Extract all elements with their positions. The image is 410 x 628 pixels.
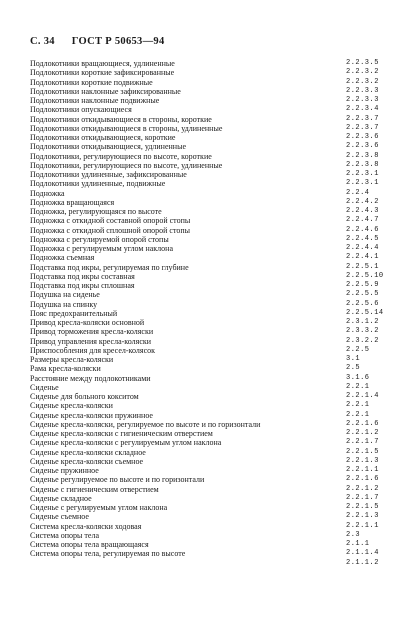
index-term: Система опоры тела, регулируемая по высоте (30, 549, 186, 559)
index-row (30, 512, 380, 521)
index-row (30, 170, 380, 179)
index-term: Привод торможения кресла-коляски (30, 327, 154, 337)
index-row (30, 503, 380, 512)
index-row (30, 429, 380, 438)
index-row (30, 152, 380, 161)
index-ref: 2.2.1 (346, 382, 370, 391)
index-ref: 2.2.1.1 (346, 466, 379, 474)
index-ref: 2.5 (346, 364, 361, 373)
index-ref: 2.2.4.5 (346, 234, 379, 243)
index-term: Подлокотники откидывающиеся, короткие (30, 133, 176, 142)
index-row (30, 290, 380, 299)
index-row (30, 308, 384, 318)
index-row (30, 244, 380, 253)
index-row (30, 271, 384, 281)
index-row (30, 522, 380, 531)
index-row (30, 540, 380, 549)
index-row (30, 559, 380, 568)
index-ref: 2.2.3.1 (346, 179, 379, 188)
index-term: Сиденье пружинное (30, 466, 99, 475)
index-term: Подлокотники, регулирующиеся по высоте, удлиненные (30, 160, 223, 170)
index-ref: 2.2.1.6 (346, 419, 379, 428)
index-row (30, 475, 380, 484)
index-row (30, 549, 380, 558)
index-row (30, 318, 380, 327)
index-term: Подлокотники откидывающиеся в стороны, удлиненные (30, 123, 223, 133)
index-row (30, 531, 380, 540)
index-ref: 2.2.3.1 (346, 170, 379, 178)
index-ref: 2.2.3.7 (346, 114, 379, 123)
index-ref: 2.2.3.3 (346, 96, 379, 104)
index-row (30, 438, 380, 447)
index-row (30, 300, 380, 309)
index-ref: 2.2.3.8 (346, 151, 379, 160)
index-ref: 2.2.5.14 (346, 308, 384, 317)
index-term: Сиденье кресла-коляски, регулируемое по высоте и по горизонтали (30, 419, 261, 429)
index-row (30, 105, 380, 114)
index-row (30, 494, 380, 503)
index-row (30, 392, 380, 401)
index-term: Привод кресла-коляски основной (30, 318, 145, 327)
index-ref: 2.2.5.10 (346, 271, 384, 280)
index-ref: 2.2.5.5 (346, 290, 379, 299)
index-ref: 2.2.4.1 (346, 253, 379, 262)
index-ref: 2.2.3.8 (346, 160, 379, 169)
index-row (30, 198, 380, 207)
index-ref: 2.2.1.2 (346, 429, 379, 437)
index-ref: 2.2.1.5 (346, 447, 379, 456)
index-ref: 3.1 (346, 355, 361, 363)
index-term: Сиденье кресла-коляски пружинное (30, 410, 153, 420)
index-ref: 2.2.3.2 (346, 68, 379, 77)
index-term: Подлокотники наклонные подвижные (30, 96, 160, 105)
index-row (30, 235, 380, 244)
index-term: Сиденье съемное (30, 512, 89, 522)
index-row (30, 142, 380, 151)
index-term: Подножка съемная (30, 253, 95, 263)
index-term: Подножка (30, 188, 65, 198)
index-row (30, 355, 380, 364)
index-ref: 2.1.1.4 (346, 549, 379, 558)
index-row (30, 87, 380, 96)
index-row (30, 374, 380, 383)
term-index (30, 59, 384, 568)
index-ref: 2.3.3.2 (346, 327, 379, 336)
index-ref: 2.2.3.5 (346, 59, 379, 67)
index-ref: 2.2.1.3 (346, 512, 379, 521)
index-ref: 2.2.4.3 (346, 207, 379, 215)
index-term: Сиденье с регулируемым углом наклона (30, 503, 168, 512)
index-ref: 2.2.1.4 (346, 392, 379, 400)
index-ref: 2.2.5.1 (346, 262, 379, 271)
index-term: Сиденье для больного кокситом (30, 392, 139, 401)
index-term: Подлокотники удлиненные, зафиксированные (30, 170, 187, 179)
index-ref: 2.2.4.7 (346, 216, 379, 225)
index-row (30, 253, 380, 262)
index-row (30, 346, 380, 355)
index-ref: 2.2.3.6 (346, 142, 379, 151)
index-ref: 2.2.1.1 (346, 521, 379, 530)
index-ref: 2.1.1 (346, 540, 370, 548)
index-term: Сиденье кресла-коляски складное (30, 447, 146, 457)
index-ref: 2.2.1.5 (346, 503, 379, 511)
index-ref: 2.2.4 (346, 188, 370, 197)
index-row (30, 179, 380, 188)
index-ref: 2.2.1.7 (346, 438, 379, 447)
index-term: Привод управления кресла-коляски (30, 336, 152, 346)
index-term: Сиденье регулируемое по высоте и по горизонтали (30, 475, 205, 485)
index-term: Сиденье кресла-коляски с гигиеническим отверстием (30, 429, 213, 438)
index-term: Система кресла-коляски ходовая (30, 521, 142, 531)
index-ref: 2.2.4.4 (346, 244, 379, 252)
index-term: Подножка вращающаяся (30, 197, 115, 207)
index-row (30, 263, 380, 272)
index-ref: 2.2.1.7 (346, 493, 379, 502)
index-term: Сиденье кресла-коляски (30, 401, 113, 411)
index-term: Пояс предохранительный (30, 308, 118, 318)
index-row (30, 207, 380, 216)
index-term: Система опоры тела вращающаяся (30, 540, 149, 549)
index-ref: 2.2.5 (346, 345, 370, 354)
index-ref: 2.2.1.3 (346, 456, 379, 465)
index-term: Сиденье (30, 382, 59, 392)
index-row (30, 189, 380, 198)
index-row (30, 420, 380, 429)
index-term: Подлокотники опускающиеся (30, 105, 132, 115)
index-ref: 2.2.1 (346, 401, 370, 410)
index-ref: 2.2.1.6 (346, 475, 379, 484)
index-term: Размеры кресла-коляски (30, 355, 114, 364)
index-row (30, 96, 380, 105)
index-ref: 2.3.2.2 (346, 336, 379, 345)
index-row (30, 226, 380, 235)
index-term: Сиденье кресла-коляски съемное (30, 456, 144, 466)
index-row (30, 133, 380, 142)
index-ref: 2.3 (346, 530, 361, 539)
index-term: Сиденье складное (30, 493, 92, 503)
index-term: Подушка на сиденье (30, 290, 100, 300)
index-term: Подножка с откидной сплошной опорой стопы (30, 225, 190, 235)
index-ref: 2.2.5.9 (346, 281, 379, 289)
page-number: С. 34 (30, 36, 55, 47)
index-ref: 2.2.3.7 (346, 123, 379, 132)
index-ref: 2.2.3.3 (346, 86, 379, 95)
index-row (30, 216, 380, 225)
index-row (30, 161, 380, 170)
index-row (30, 115, 380, 124)
index-term: Подлокотники вращающиеся, удлиненные (30, 59, 175, 68)
index-term: Приспособления для кресел-колясок (30, 345, 156, 355)
index-row (30, 466, 380, 475)
index-term: Расстояние между подлокотниками (30, 373, 151, 383)
standard-code: ГОСТ Р 50653—94 (71, 36, 165, 47)
index-ref: 2.2.1 (346, 410, 370, 419)
index-row (30, 411, 380, 420)
index-term: Сиденье с гигиеническим отверстием (30, 484, 159, 494)
index-ref: 2.2.5.6 (346, 299, 379, 308)
index-term: Рама кресла-коляски (30, 364, 101, 374)
index-term: Подножка, регулирующаяся по высоте (30, 207, 162, 216)
index-row (30, 448, 380, 457)
index-term: Подлокотники короткие подвижные (30, 77, 153, 87)
index-row (30, 68, 380, 77)
index-row (30, 337, 380, 346)
index-row (30, 59, 380, 68)
index-row (30, 383, 380, 392)
index-row (30, 485, 380, 494)
index-term: Подлокотники наклонные зафиксированные (30, 86, 181, 96)
index-ref: 2.2.3.2 (346, 77, 379, 86)
index-ref: 2.2.3.6 (346, 133, 379, 141)
index-row (30, 457, 380, 466)
index-row (30, 281, 380, 290)
page-header (30, 36, 179, 47)
index-term: Подставка под икры сплошная (30, 281, 135, 290)
index-term: Подлокотники короткие зафиксированные (30, 68, 175, 78)
index-ref: 2.2.3.4 (346, 105, 379, 114)
index-ref: 2.2.4.6 (346, 225, 379, 234)
index-term: Система опоры тела (30, 530, 100, 540)
index-term: Подушка на спинку (30, 299, 98, 309)
index-term: Сиденье кресла-коляски с регулируемым углом наклона (30, 438, 222, 448)
index-ref: 2.3.1.2 (346, 318, 379, 326)
index-term: Подставка под икры составная (30, 271, 135, 281)
index-term: Подножка с откидной составной опорой стопы (30, 216, 191, 226)
index-row (30, 401, 380, 410)
index-row (30, 327, 380, 336)
index-row (30, 124, 380, 133)
index-term: Подлокотники откидывающиеся в стороны, короткие (30, 114, 212, 124)
index-term: Подлокотники, регулирующиеся по высоте, короткие (30, 151, 212, 161)
index-term: Подножка с регулируемым углом наклона (30, 244, 174, 253)
index-ref: 2.2.4.2 (346, 197, 379, 206)
index-term: Подлокотники откидывающиеся, удлиненные (30, 142, 186, 152)
index-term: Подставка под икры, регулируемая по глубине (30, 262, 189, 272)
index-row (30, 78, 380, 87)
index-term: Подножка с регулируемой опорой стопы (30, 234, 169, 244)
index-ref: 2.2.1.2 (346, 484, 379, 493)
index-ref: 3.1.6 (346, 373, 370, 382)
index-row (30, 364, 380, 373)
index-ref: 2.1.1.2 (346, 558, 379, 567)
index-term: Подлокотники удлиненные, подвижные (30, 179, 166, 189)
